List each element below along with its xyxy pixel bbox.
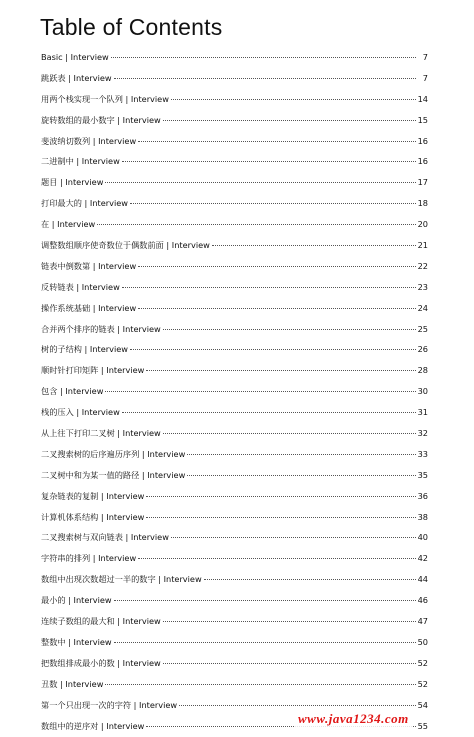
toc-dot-leader — [146, 517, 415, 518]
toc-entry-label: 跳跃表 | Interview — [41, 72, 112, 83]
toc-dot-leader — [146, 496, 415, 497]
toc-entry[interactable] — [41, 486, 428, 507]
toc-entry-page-number: 50 — [417, 636, 428, 647]
toc-entry[interactable] — [41, 590, 428, 611]
toc-dot-leader — [130, 203, 416, 204]
toc-dot-leader — [146, 370, 415, 371]
toc-dot-leader — [138, 141, 415, 142]
toc-entry-label: Basic | Interview — [41, 52, 109, 62]
toc-dot-leader — [105, 684, 415, 685]
toc-dot-leader — [111, 57, 416, 58]
toc-entry-label: 最小的 | Interview — [41, 595, 112, 606]
toc-dot-leader — [97, 224, 415, 225]
toc-entry[interactable] — [41, 402, 428, 423]
toc-entry-label: 从上往下打印二叉树 | Interview — [41, 428, 161, 439]
toc-dot-leader — [105, 391, 415, 392]
toc-entry-page-number: 14 — [417, 93, 428, 104]
toc-entry-page-number: 30 — [417, 386, 428, 397]
toc-entry[interactable] — [41, 47, 428, 68]
toc-entry-label: 打印最大的 | Interview — [41, 198, 128, 209]
toc-entry-label: 数组中的逆序对 | Interview — [41, 720, 145, 731]
toc-entry-label: 包含 | Interview — [41, 386, 104, 397]
toc-entry-page-number: 52 — [417, 678, 428, 689]
toc-entry[interactable] — [41, 465, 428, 486]
toc-entry-page-number: 33 — [417, 448, 428, 459]
toc-dot-leader — [122, 287, 416, 288]
toc-entry-label: 斐波纳切数列 | Interview — [41, 135, 137, 146]
toc-entry-label: 复杂链表的复制 | Interview — [41, 490, 145, 501]
toc-dot-leader — [187, 475, 415, 476]
toc-entry-page-number: 28 — [417, 365, 428, 376]
toc-entry-label: 数组中出现次数超过一半的数字 | Interview — [41, 574, 202, 585]
toc-entry-label: 连续子数组的最大和 | Interview — [41, 616, 161, 627]
toc-dot-leader — [114, 642, 416, 643]
toc-entry-label: 反转链表 | Interview — [41, 281, 120, 292]
toc-entry-page-number: 7 — [422, 72, 428, 83]
toc-entry-label: 调整数组顺序使奇数位于偶数前面 | Interview — [41, 240, 210, 251]
toc-entry-label: 用两个栈实现一个队列 | Interview — [41, 93, 169, 104]
toc-dot-leader — [163, 329, 416, 330]
toc-entry-page-number: 18 — [417, 198, 428, 209]
toc-dot-leader — [138, 266, 415, 267]
toc-dot-leader — [163, 433, 416, 434]
toc-dot-leader — [105, 182, 415, 183]
toc-dot-leader — [179, 705, 415, 706]
toc-entry-page-number: 32 — [417, 428, 428, 439]
toc-entry-label: 树的子结构 | Interview — [41, 344, 128, 355]
toc-entry[interactable] — [41, 548, 428, 569]
toc-entry-page-number: 20 — [417, 219, 428, 230]
toc-dot-leader — [114, 78, 416, 79]
toc-entry[interactable] — [41, 110, 428, 131]
toc-entry[interactable] — [41, 277, 428, 298]
toc-entry-page-number: 25 — [417, 323, 428, 334]
toc-dot-leader — [163, 663, 416, 664]
page-title: Table of Contents — [40, 14, 223, 40]
toc-entry-page-number: 16 — [417, 135, 428, 146]
toc-entry-page-number: 52 — [417, 657, 428, 668]
toc-entry-page-number: 24 — [417, 302, 428, 313]
toc-entry-label: 二叉搜索树的后序遍历序列 | Interview — [41, 448, 186, 459]
toc-entry[interactable] — [41, 339, 428, 360]
toc-entry-page-number: 36 — [417, 490, 428, 501]
toc-entry-page-number: 55 — [417, 720, 428, 731]
toc-entry-label: 整数中 | Interview — [41, 636, 112, 647]
toc-entry-label: 二进制中 | Interview — [41, 156, 120, 167]
toc-entry[interactable] — [41, 674, 428, 695]
toc-entry-label: 顺时针打印矩阵 | Interview — [41, 365, 145, 376]
toc-entry[interactable] — [41, 151, 428, 172]
toc-entry[interactable] — [41, 214, 428, 235]
toc-dot-leader — [163, 120, 416, 121]
toc-entry[interactable] — [41, 569, 428, 590]
toc-entry-label: 题目 | Interview — [41, 177, 104, 188]
toc-entry-page-number: 38 — [417, 511, 428, 522]
toc-entry-label: 第一个只出现一次的字符 | Interview — [41, 699, 178, 710]
toc-dot-leader — [122, 161, 416, 162]
toc-entry[interactable] — [41, 423, 428, 444]
toc-entry[interactable] — [41, 611, 428, 632]
toc-dot-leader — [187, 454, 415, 455]
toc-dot-leader — [138, 558, 415, 559]
toc-entry-page-number: 17 — [417, 177, 428, 188]
toc-dot-leader — [171, 537, 416, 538]
toc-entry[interactable] — [41, 360, 428, 381]
toc-entry[interactable] — [41, 381, 428, 402]
toc-entry-page-number: 21 — [417, 240, 428, 251]
toc-entry-page-number: 31 — [417, 407, 428, 418]
toc-dot-leader — [204, 579, 416, 580]
toc-entry-label: 二叉树中和为某一值的路径 | Interview — [41, 469, 186, 480]
toc-entry[interactable] — [41, 527, 428, 548]
toc-entry[interactable] — [41, 131, 428, 152]
toc-entry-label: 计算机体系结构 | Interview — [41, 511, 145, 522]
toc-entry-page-number: 40 — [417, 532, 428, 543]
toc-entry-page-number: 16 — [417, 156, 428, 167]
toc-entry[interactable] — [41, 298, 428, 319]
toc-entry[interactable] — [41, 632, 428, 653]
toc-entry-label: 丑数 | Interview — [41, 678, 104, 689]
watermark: www.java1234.com — [295, 711, 412, 727]
toc-entry-page-number: 15 — [417, 114, 428, 125]
toc-entry-page-number: 35 — [417, 469, 428, 480]
toc-entry[interactable] — [41, 319, 428, 340]
toc-entry-label: 二叉搜索树与双向链表 | Interview — [41, 532, 169, 543]
toc-entry-label: 在 | Interview — [41, 219, 96, 230]
toc-dot-leader — [114, 600, 416, 601]
toc-entry[interactable] — [41, 235, 428, 256]
toc-entry-page-number: 7 — [422, 52, 428, 62]
toc-dot-leader — [122, 412, 416, 413]
toc-entry-label: 合并两个排序的链表 | Interview — [41, 323, 161, 334]
toc-entry-page-number: 47 — [417, 616, 428, 627]
toc-entry-page-number: 46 — [417, 595, 428, 606]
toc-entry[interactable] — [41, 89, 428, 110]
toc-entry[interactable] — [41, 172, 428, 193]
toc-entry-page-number: 54 — [417, 699, 428, 710]
toc-entry[interactable] — [41, 68, 428, 89]
toc-dot-leader — [212, 245, 416, 246]
table-of-contents — [41, 47, 428, 736]
toc-entry-page-number: 22 — [417, 260, 428, 271]
toc-entry[interactable] — [41, 444, 428, 465]
toc-entry[interactable] — [41, 256, 428, 277]
toc-entry[interactable] — [41, 193, 428, 214]
toc-entry-label: 旋转数组的最小数字 | Interview — [41, 114, 161, 125]
toc-entry-page-number: 23 — [417, 281, 428, 292]
toc-entry-label: 把数组排成最小的数 | Interview — [41, 657, 161, 668]
toc-entry-page-number: 44 — [417, 574, 428, 585]
toc-entry-label: 链表中倒数第 | Interview — [41, 260, 137, 271]
toc-entry[interactable] — [41, 507, 428, 528]
toc-dot-leader — [163, 621, 416, 622]
toc-entry-label: 栈的压入 | Interview — [41, 407, 120, 418]
toc-entry-page-number: 26 — [417, 344, 428, 355]
toc-entry-page-number: 42 — [417, 553, 428, 564]
toc-dot-leader — [138, 308, 415, 309]
toc-entry-label: 操作系统基础 | Interview — [41, 302, 137, 313]
toc-entry[interactable] — [41, 653, 428, 674]
toc-dot-leader — [171, 99, 416, 100]
toc-entry-label: 字符串的排列 | Interview — [41, 553, 137, 564]
toc-dot-leader — [130, 349, 416, 350]
